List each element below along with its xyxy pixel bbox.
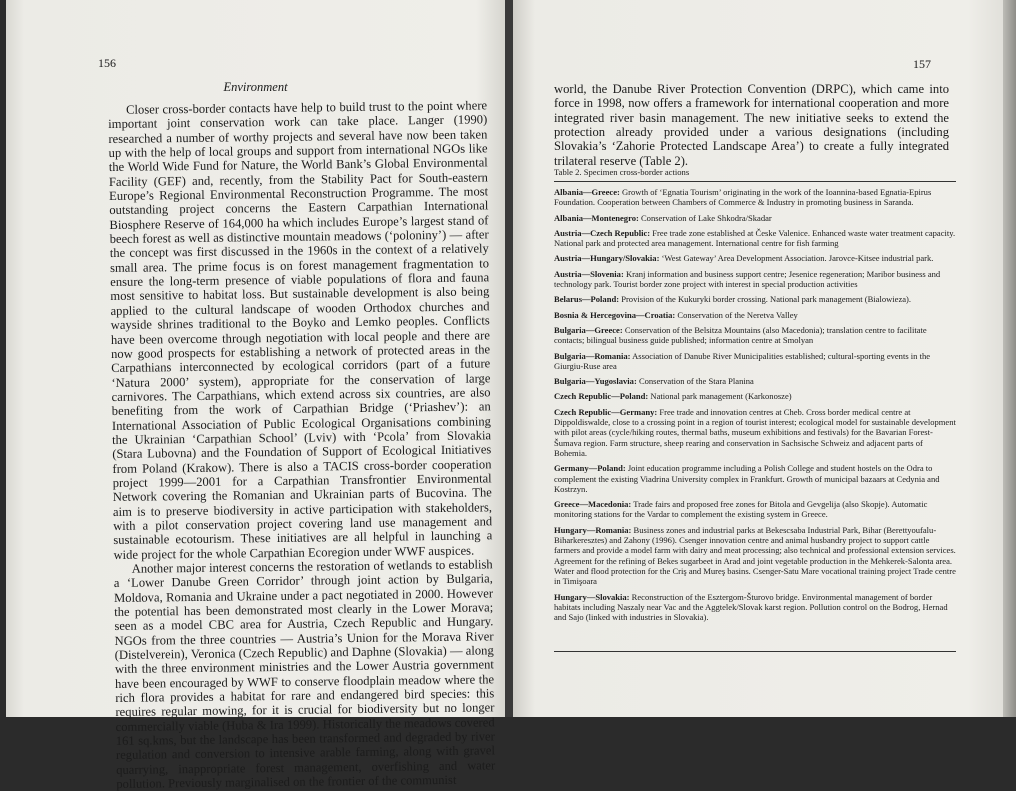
- table-row: [554, 525, 956, 587]
- row-country: Bulgaria—Romania:: [554, 350, 631, 361]
- table-bottom-rule: [554, 651, 956, 652]
- table-row: [554, 499, 956, 520]
- row-text: Conservation of Lake Shkodra/Skadar: [640, 212, 772, 223]
- row-text: Conservation of the Belsitza Mountains (also Macedonia); translation centre to facilitate contacts; bilingual business guide published; information centre at Smolyan: [554, 324, 927, 346]
- row-country: Austria—Czech Republic:: [554, 227, 651, 238]
- row-country: Czech Republic—Poland:: [554, 391, 649, 402]
- page-stack-edge: [1003, 0, 1016, 717]
- book-gutter: [505, 0, 513, 717]
- row-text: Kranj information and business support centre; Jesenice regeneration; Maribor business and technology park. Tourist border zone project with interest in special production activities: [554, 268, 941, 290]
- table-row: [554, 463, 956, 494]
- row-country: Bosnia & Hercegovina—Croatia:: [554, 309, 676, 320]
- row-text: Free trade zone established at Česke Valenice. Enhanced waste water treatment capacity. National park and protected area management. International centre for fish farming: [554, 227, 956, 249]
- row-country: Greece—Macedonia:: [554, 499, 632, 510]
- row-text: Joint education programme including a Polish College and student hostels on the Odra to complement the existing Viadrina University complex in Frankfurt. Growth of municipal bazaars at Cedynia and Kostrzyn.: [554, 463, 940, 494]
- right-page: [513, 0, 1003, 717]
- row-text: Conservation of the Neretva Valley: [677, 309, 798, 320]
- row-text: Growth of ‘Egnatia Tourism’ originating in the work of the Ioannina-based Egnatia-Epirus Foundation. Cooperation between Chambers of Commerce & Industry in promoting business in Saranda.: [554, 187, 932, 208]
- row-text: Association of Danube River Municipalities established; cultural-sporting events in the Giurgiu-Ruse area: [554, 350, 931, 371]
- left-page: [6, 0, 505, 791]
- row-country: Bulgaria—Yugoslavia:: [554, 376, 637, 387]
- running-head: Environment: [223, 80, 288, 94]
- row-text: Trade fairs and proposed free zones for Bitola and Gevgelija (also Skopje). Automatic monitoring stations for the Vardar to complement the existing system in Greece.: [554, 499, 928, 520]
- row-text: Reconstruction of the Esztergom-Šturovo bridge. Environmental management of border habitats including Naszaly near Vac and the Aggtelek/Slovak karst region. Pollution control on the Bodrog, Hernad and Sajo (linked with industries in Slovakia).: [554, 591, 948, 623]
- paragraph: Closer cross-border contacts have help to build trust to the point where important joint conservation work can take place. Langer (1990) researched a number of worthy projects and several have now been taken up with the help of local groups and support from international NGOs like the World Wide Fund for Nature, the World Bank’s Global Environmental Facility (GEF) and, recently, from the Stability Pact for South-eastern Europe’s Regional Environmental Reconstruction Programme. The most outstanding project concerns the Eastern Carpathian International Biosphere Reserve of 164,000 ha which includes Europe’s largest stand of beech forest as well as distinctive mountain meadows (‘poloniny’) — after the concept was first discussed in the 1960s in the context of a relatively small area. The prime focus is on forest management fragmentation to ensure the long-term presence of viable populations of flora and fauna most sensitive to habitat loss. But sustainable development is also being applied to the cultural landscape of wooden Orthodox churches and wayside shrines traditional to the Boyko and Lemko peoples. Conflicts have been overcome through negotiation with local people and there are now good prospects for establishing a network of protected areas in the Carpathians interconnected by ecological corridors (part of a future ‘Natura 2000’ system), appropriate for the conservation of large carnivores. The Carpathians, which extend across six countries, are also benefiting from the work of Carpathian Bridge (‘Priashev’): an International Association of Public Ecological Organisations combining the Ukrainian ‘Carpathian School’ (Lviv) with ‘Pcola’ from Slovakia (Stara Lubovna) and the Foundation of Support of Ecological Initiatives from Poland (Krakow). There is also a TACIS cross-border cooperation project 1999—2001 for a Carpathian Transfrontier Environmental Network covering the Romanian and Ukrainian parts of Bucovina. The aim is to preserve biodiversity in active participation with stakeholders, with a pilot conservation project covering land use management and sustainable ecotourism. These initiatives are all helpful in launching a wide project for the whole Carpathian Ecoregion under WWF auspices.: [108, 98, 493, 562]
- table-row: [554, 592, 956, 623]
- table-row: [554, 391, 956, 401]
- paragraph: world, the Danube River Protection Convention (DRPC), which came into force in 1998, now offers a framework for international cooperation and more integrated river basin management. The new initiative seeks to extend the protection already provided under a various designations (including Slovakia’s ‘Zahorie Protected Landscape Area’) to create a fully integrated trilateral reserve (Table 2).: [554, 82, 949, 168]
- row-country: Hungary—Slovakia:: [554, 591, 630, 602]
- row-country: Germany—Poland:: [554, 463, 626, 474]
- page-number-right: 157: [913, 57, 931, 71]
- table-row: [554, 213, 956, 223]
- row-country: Czech Republic—Germany:: [554, 406, 658, 417]
- table-row: [554, 376, 956, 386]
- row-text: National park management (Karkonosze): [650, 391, 792, 402]
- row-country: Austria—Hungary/Slovakia:: [554, 253, 660, 264]
- table-caption: Table 2. Specimen cross-border actions: [554, 167, 690, 177]
- table-top-rule: [554, 181, 956, 182]
- table-row: [554, 253, 956, 263]
- row-country: Bulgaria—Greece:: [554, 324, 623, 335]
- row-text: ‘West Gateway’ Area Development Association. Jarovce-Kitsee industrial park.: [661, 253, 934, 264]
- table-row: [554, 351, 956, 372]
- row-country: Albania—Montenegro:: [554, 212, 639, 223]
- left-body-text: [108, 98, 495, 791]
- table-row: [554, 269, 956, 290]
- right-body-text: [554, 82, 949, 168]
- row-country: Belarus—Poland:: [554, 294, 620, 305]
- page-number-left: 156: [98, 56, 116, 70]
- row-text: Conservation of the Stara Planina: [638, 376, 754, 387]
- row-text: Free trade and innovation centres at Cheb. Cross border medical centre at Dippoldiswalde, close to a crossing point in a region of tourist interest; ecological model for sustainable development with pilot areas (cycle/hiking routes, thermal baths, museum exhibitions and festivals) for the Bavarian Forest-Šumava region. Farm structure, sheep rearing and conservation in Sachsische Schweiz and adjacent parts of Bohemia.: [554, 406, 956, 458]
- row-country: Hungary—Romania:: [554, 524, 632, 535]
- row-country: Albania—Greece:: [554, 187, 620, 197]
- row-text: Business zones and industrial parks at Bekescsaba Industrial Park, Bihar (Berettyoufalu-Biharkeresztes) and Zahony (1996). Csenger innovation centre and animal husbandry project to support cattle farmers and provide a model farm with dairy and meat processing; also technical and professional extension services. Agreement for the refining of Bekes sugarbeet in Arad and joint vegetable production in the Mehkerek-Salonta area. Water and flood protection for the Criş and Mureş basins. Csenger-Satu Mare vocational training project Trade centre in Timişoara: [554, 524, 956, 587]
- table-row: [554, 407, 956, 458]
- row-text: Provision of the Kukuryki border crossing. National park management (Bialowieza).: [621, 294, 912, 305]
- table-row: [554, 310, 956, 320]
- cross-border-actions-table: [554, 187, 956, 627]
- table-row: [554, 228, 956, 249]
- paragraph: Another major interest concerns the restoration of wetlands to establish a ‘Lower Danube Green Corridor’ through joint action by Bulgaria, Moldova, Romania and Ukraine under a pact negotiated in 2000. However the potential has been demonstrated most clearly in the Lower Morava; seen as a model CBC area for Austria, Czech Republic and Hungary. NGOs from the three countries — Austria’s Union for the Morava River (Distelverein), Veronica (Czech Republic) and Daphne (Slovakia) — along with the three environment ministries and the Lower Austria government have been encouraged by WWF to conserve floodplain meadow where the rich flora provides a habitat for rare and endangered bird species: this requires regular mowing, for it is crucial for biodiversity but no longer commercially viable (Huba & Ira 1999). Historically the meadows covered 161 sq.kms, but the landscape has been transformed and degraded by river regulation and conversion to intensive arable farming, along with gravel quarrying, inappropriate forest management, overfishing and water pollution. Previously marginalised on the frontier of the communist: [113, 557, 496, 791]
- table-row: [554, 294, 956, 304]
- row-country: Austria—Slovenia:: [554, 268, 624, 279]
- table-row: [554, 187, 956, 208]
- table-row: [554, 325, 956, 346]
